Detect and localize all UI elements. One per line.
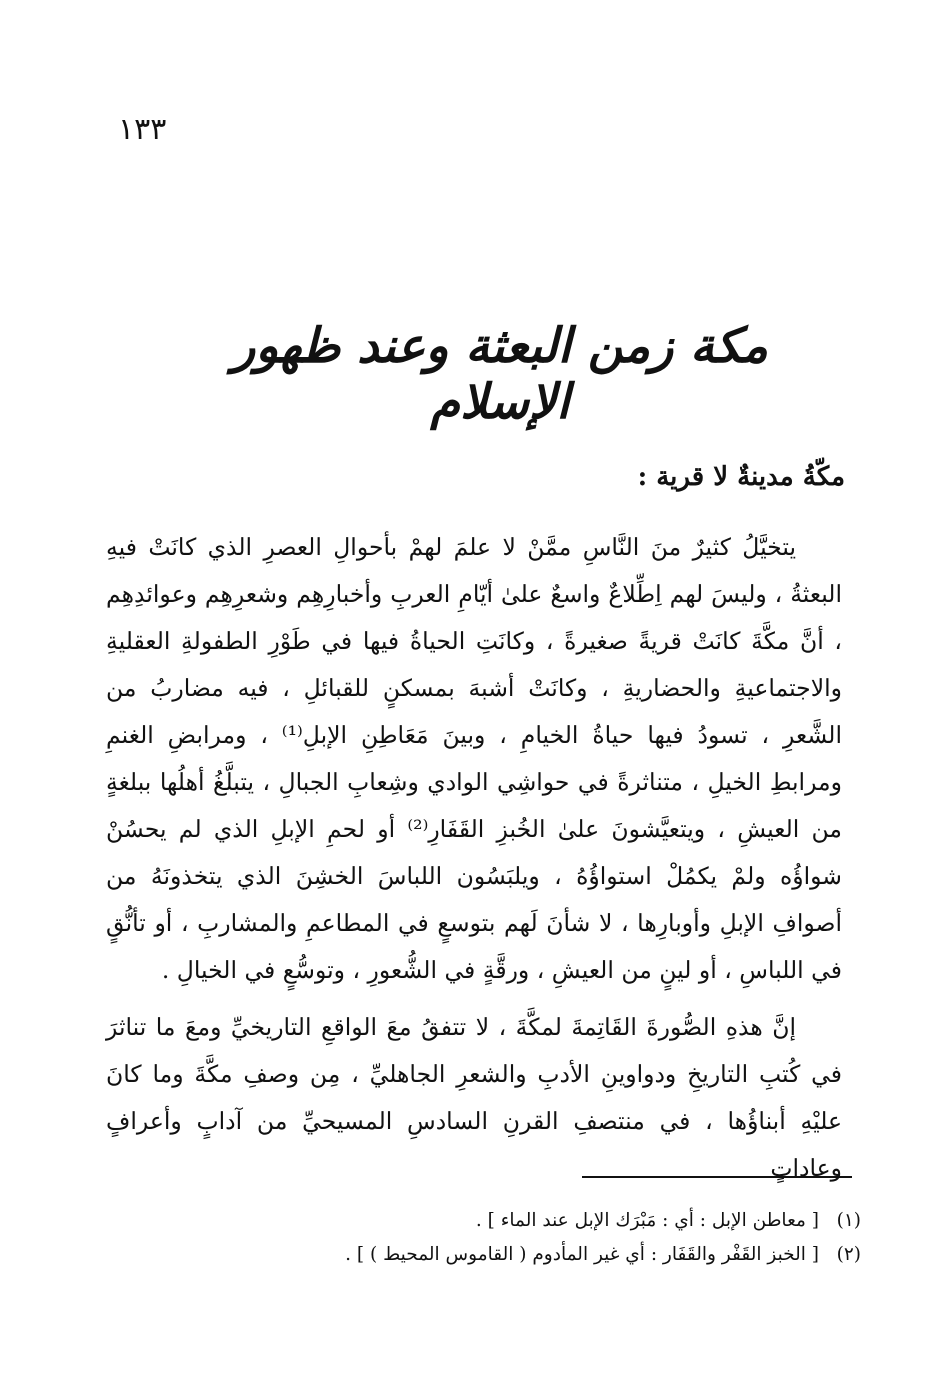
footnote-number: (١)	[836, 1210, 861, 1231]
chapter-title: مكة زمن البعثة وعند ظهور الإسلام	[232, 318, 768, 430]
paragraph-2: إنَّ هذهِ الصُّورةَ القَاتِمةَ لمكَّةَ ، لا تتفقُ معَ الواقعِ التاريخيِّ ومعَ ما تناثرَ في كُتبِ التاريخِ ودواوينِ الأدبِ والشعرِ الجاهليِّ ، مِن وصفِ مكَّةَ وما كانَ عليْهِ أبناؤُها ، في منتصفِ القرنِ السادسِ المسيحيِّ من آدابٍ وأعرافٍ وعاداتٍ	[106, 1013, 842, 1182]
footnote-text: [ معاطن الإبل : أي : مَبْرَك الإبل عند الماء ] .	[475, 1210, 819, 1231]
page-number: ١٣٣	[118, 112, 167, 147]
footnote-1	[261, 1204, 861, 1238]
footnote-2	[261, 1238, 861, 1272]
footnotes	[261, 1204, 861, 1272]
body-text	[106, 524, 842, 1192]
section-heading: مكّةُ مدينةٌ لا قرية :	[637, 462, 845, 492]
paragraph-1: يتخيَّلُ كثيرٌ منَ النَّاسِ ممَّنْ لا علمَ لهمْ بأحوالِ العصرِ الذي كانَتْ فيهِ البعثةُ ، وليسَ لهم اِطِّلاعٌ واسعٌ علىٰ أيّامِ العربِ وأخبارِهِم وشعرِهِم وعوائدِهِم ، أنَّ مكَّةَ كانَتْ قريةً صغيرةً ، وكانَتِ الحياةُ فيها في طَوْرِ الطفولةِ العقليةِ والاجتماعيةِ والحضاريةِ ، وكانَتْ أشبهَ بمسكنٍ للقبائلِ ، فيه مضاربُ من الشَّعرِ ، تسودُ فيها حياةُ الخيامِ ، وبينَ مَعَاطِنِ الإبلِ⁽¹⁾ ، ومرابضِ الغنمِ ومرابطِ الخيلِ ، متناثرةً في حواشِي الوادي وشِعابِ الجبالِ ، يتبلَّغُ أهلُها ببلغةٍ من العيشِ ، ويتعيَّشونَ علىٰ الخُبزِ القَفَارِ⁽²⁾ أو لحمِ الإبلِ الذي لم يحسُنْ شواؤُه ولمْ يكمُلْ استواؤُهُ ، ويلبَسُون اللباسَ الخشِنَ الذي يتخذونَهُ من أصوافِ الإبلِ وأوبارِها ، لا شأنَ لَهم بتوسعٍ في المطاعمِ والمشاربِ ، أو تأنُّقٍ في اللباسِ ، أو لينٍ من العيشِ ، ورقَّةٍ في الشُّعورِ ، وتوسُّعٍ في الخيالِ .	[106, 533, 842, 984]
footnote-number: (٢)	[836, 1244, 861, 1265]
footnote-separator	[582, 1176, 852, 1178]
footnote-text: [ الخبز القَفْر والقَفَار : أي غير المأدوم ( القاموس المحيط ) ] .	[345, 1244, 819, 1265]
